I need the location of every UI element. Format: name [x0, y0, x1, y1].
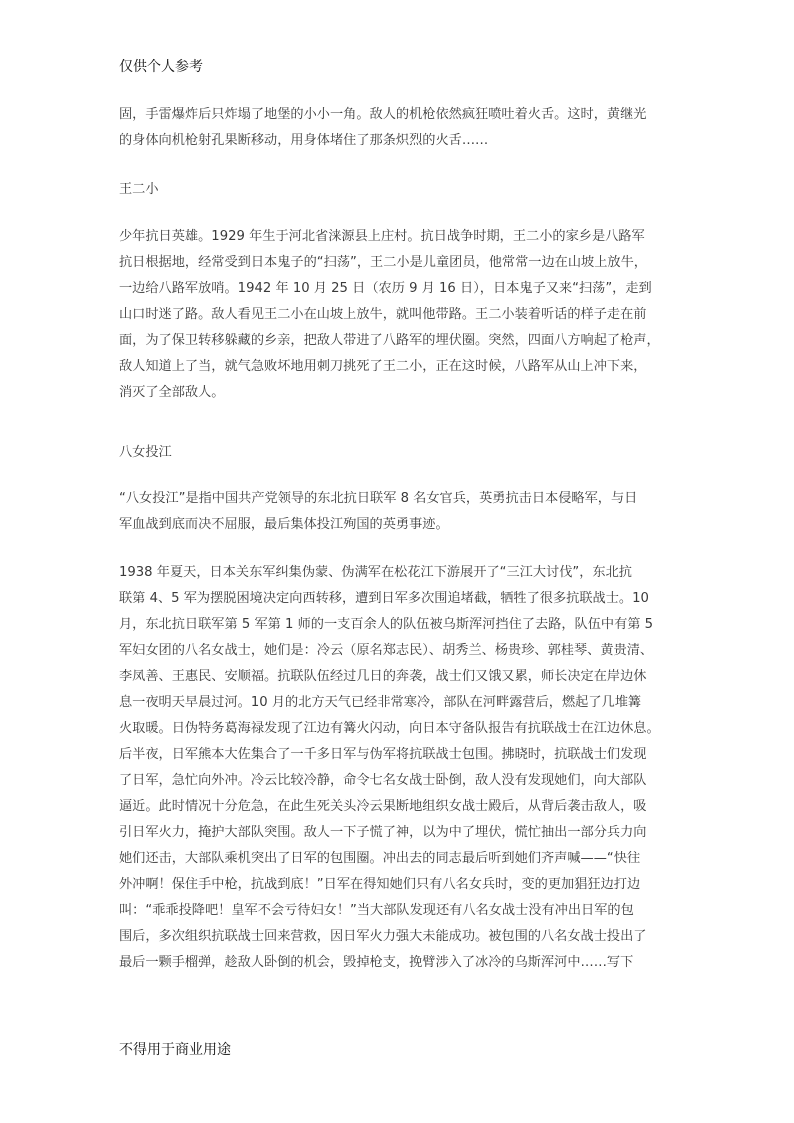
section-heading-wang-erxiao: 王二小: [119, 182, 159, 197]
paragraph-huang-jiguang-end: 固，手雷爆炸后只炸塌了地堡的小小一角。敌人的机枪依然疯狂喷吐着火舌。这时，黄继光 的身体向机枪射孔果断移动，用身体堵住了那条炽烈的火舌……: [119, 107, 647, 148]
page-header: 仅供个人参考: [119, 59, 203, 75]
paragraph-eight-women-intro: “八女投江”是指中国共产党领导的东北抗日联军 8 名女官兵，英勇抗击日本侵略军，与日 军血战到底而决不屈服，最后集体投江殉国的英勇事迹。: [119, 491, 638, 532]
page-footer: 不得用于商业用途: [119, 1042, 231, 1058]
paragraph-eight-women-story: 1938 年夏天，日本关东军纠集伪蒙、伪满军在松花江下游展开了“三江大讨伐”，东北抗 联第 4、5 军为摆脱困境决定向西转移，遭到日军多次围追堵截，牺牲了很多抗联战士。10 月，东北抗日联军第 5 军第 1 师的一支百余人的队伍被乌斯浑河挡住了去路，队伍中有第 5 军妇女团的八名女战士，她们是：冷云（原名郑志民）、胡秀兰、杨贵珍、郭桂琴、黄贵清、 李凤善、王惠民、安顺福。抗联队伍经过几日的奔袭，战士们又饿又累，师长决定在岸边休 息一夜明天早晨过河。10 月的北方天气已经非常寒冷，部队在河畔露营后，燃起了几堆篝 火取暖。日伪特务葛海禄发现了江边有篝火闪动，向日本守备队报告有抗联战士在江边休息。 后半夜，日军熊本大佐集合了一千多日军与伪军将抗联战士包围。拂晓时，抗联战士们发现 了日军，急忙向外冲。冷云比较冷静，命令七名女战士卧倒，敌人没有发现她们，向大部队 逼近。此时情况十分危急，在此生死关头冷云果断地组织女战士殿后，从背后袭击敌人，吸 引日军火力，掩护大部队突围。敌人一下子慌了神，以为中了埋伏，慌忙抽出一部分兵力向 她们还击，大部队乘机突出了日军的包围圈。冲出去的同志最后听到她们齐声喊——“快往 外冲啊！保住手中枪，抗战到底！”日军在得知她们只有八名女兵时，变的更加猖狂边打边 叫：“乖乖投降吧！皇军不会亏待妇女！”当大部队发现还有八名女战士没有冲出日军的包 围后，多次组织抗联战士回来营救，因日军火力强大未能成功。被包围的八名女战士投出了 最后一颗手榴弹，趁敌人卧倒的机会，毁掉枪支，挽臂涉入了冰冷的乌斯浑河中……写下: [119, 565, 660, 970]
paragraph-wang-erxiao: 少年抗日英雄。1929 年生于河北省涞源县上庄村。抗日战争时期，王二小的家乡是八路军 抗日根据地，经常受到日本鬼子的“扫荡”，王二小是儿童团员，他常常一边在山坡上放牛， 一边给八路军放哨。1942 年 10 月 25 日（农历 9 月 16 日），日本鬼子又来“扫荡”，走到 山口时迷了路。敌人看见王二小在山坡上放牛，就叫他带路。王二小装着听话的样子走在前 面，为了保卫转移躲藏的乡亲，把敌人带进了八路军的埋伏圈。突然，四面八方响起了枪声， 敌人知道上了当，就气急败坏地用刺刀挑死了王二小，正在这时候，八路军从山上冲下来， 消灭了全部敌人。: [119, 229, 660, 400]
section-heading-eight-women: 八女投江: [119, 445, 172, 460]
